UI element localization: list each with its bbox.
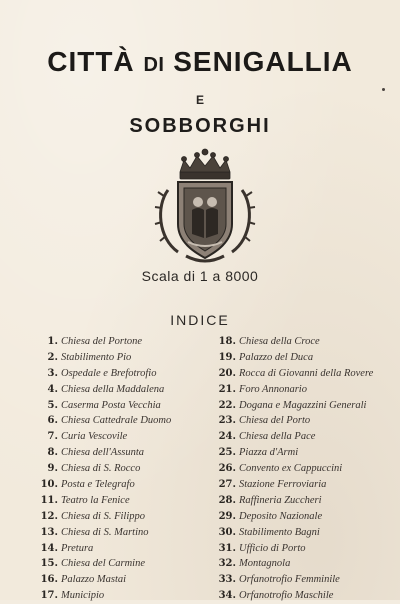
index-entry — [28, 493, 208, 509]
index-entry — [206, 445, 396, 461]
index-entry — [206, 588, 396, 604]
entry-name: Chiesa del Porto — [239, 415, 311, 427]
entry-number: 2. — [47, 351, 58, 363]
index-entry — [28, 366, 208, 382]
index-entry — [28, 398, 208, 414]
entry-name: Convento ex Cappuccini — [239, 463, 343, 475]
entry-number: 6. — [47, 415, 58, 427]
entry-number: 30. — [218, 526, 236, 538]
index-entry — [206, 572, 396, 588]
entry-name: Dogana e Magazzini Generali — [239, 399, 367, 411]
index-entry — [28, 334, 208, 350]
title-conjunction: E — [195, 93, 204, 107]
entry-number: 8. — [47, 447, 58, 459]
entry-number: 29. — [218, 510, 236, 522]
entry-name: Foro Annonario — [239, 383, 307, 395]
ink-spot — [382, 88, 385, 91]
entry-name: Deposito Nazionale — [239, 510, 323, 522]
entry-number: 27. — [218, 479, 236, 491]
entry-name: Stabilimento Pio — [61, 351, 132, 363]
title-di: DI — [143, 54, 165, 76]
entry-name: Montagnola — [239, 558, 291, 570]
entry-name: Chiesa di S. Filippo — [61, 510, 145, 522]
index-entry — [28, 541, 208, 557]
index-entry — [28, 477, 208, 493]
index-entry — [28, 429, 208, 445]
title-name: SENIGALLIA — [164, 46, 353, 77]
entry-name: Pretura — [61, 542, 94, 554]
entry-name: Palazzo Mastai — [61, 574, 127, 586]
entry-number: 25. — [218, 447, 236, 459]
index-entry — [206, 366, 396, 382]
entry-name: Chiesa del Carmine — [61, 558, 145, 570]
entry-name: Caserma Posta Vecchia — [61, 399, 161, 411]
entry-name: Chiesa della Pace — [239, 431, 316, 443]
entry-number: 33. — [218, 574, 236, 586]
entry-name: Stazione Ferroviaria — [239, 479, 327, 491]
entry-number: 1. — [47, 336, 58, 347]
index-entry — [206, 413, 396, 429]
coat-of-arms-icon — [150, 146, 260, 266]
index-entry — [206, 493, 396, 509]
entry-number: 24. — [218, 431, 236, 443]
index-entry — [206, 334, 396, 350]
entry-number: 22. — [218, 399, 236, 411]
entry-name: Piazza d'Armi — [239, 447, 299, 459]
index-entry — [28, 588, 208, 604]
entry-number: 3. — [47, 367, 58, 379]
entry-number: 10. — [40, 479, 58, 491]
index-entry — [206, 477, 396, 493]
index-entry — [28, 572, 208, 588]
entry-number: 26. — [218, 463, 236, 475]
index-entry — [206, 541, 396, 557]
document-title — [0, 46, 400, 78]
entry-name: Palazzo del Duca — [239, 351, 314, 363]
index-entry — [206, 398, 396, 414]
entry-name: Chiesa della Croce — [239, 336, 320, 347]
entry-name: Chiesa Cattedrale Duomo — [61, 415, 172, 427]
entry-number: 12. — [40, 510, 58, 522]
entry-number: 28. — [218, 494, 236, 506]
entry-name: Rocca di Giovanni della Rovere — [239, 367, 374, 379]
entry-name: Chiesa di S. Rocco — [61, 463, 141, 475]
entry-number: 17. — [40, 590, 58, 602]
entry-name: Chiesa della Maddalena — [61, 383, 165, 395]
entry-name: Orfanotrofio Femminile — [239, 574, 340, 586]
entry-name: Municipio — [61, 590, 105, 602]
entry-name: Chiesa del Portone — [61, 336, 143, 347]
entry-name: Raffineria Zuccheri — [239, 494, 322, 506]
index-entry — [28, 445, 208, 461]
index-entry — [28, 509, 208, 525]
entry-number: 14. — [40, 542, 58, 554]
entry-number: 21. — [218, 383, 236, 395]
index-entry — [28, 350, 208, 366]
index-entry — [28, 413, 208, 429]
index-entry — [28, 525, 208, 541]
entry-name: Stabilimento Bagni — [239, 526, 320, 538]
entry-name: Ufficio di Porto — [239, 542, 306, 554]
entry-name: Chiesa di S. Martino — [61, 526, 149, 538]
index-column-left — [28, 334, 208, 604]
index-entry — [206, 461, 396, 477]
index-entry — [206, 525, 396, 541]
index-entry — [206, 382, 396, 398]
index-heading: INDICE — [170, 312, 230, 328]
entry-number: 16. — [40, 574, 58, 586]
entry-name: Curia Vescovile — [61, 431, 128, 443]
entry-name: Ospedale e Brefotrofio — [61, 367, 157, 379]
index-entry — [206, 429, 396, 445]
entry-number: 7. — [47, 431, 58, 443]
entry-name: Posta e Telegrafo — [61, 479, 135, 491]
entry-number: 15. — [40, 558, 58, 570]
entry-number: 20. — [218, 367, 236, 379]
entry-number: 9. — [47, 463, 58, 475]
index-column-right — [206, 334, 396, 604]
entry-name: Chiesa dell'Assunta — [61, 447, 145, 459]
entry-name: Orfanotrofio Maschile — [239, 590, 334, 602]
entry-number: 19. — [218, 351, 236, 363]
document-subtitle: SOBBORGHI — [129, 115, 271, 137]
title-city: CITTÀ — [47, 46, 144, 77]
entry-number: 18. — [218, 336, 236, 347]
entry-number: 34. — [218, 590, 236, 602]
entry-number: 5. — [47, 399, 58, 411]
index-entry — [28, 461, 208, 477]
entry-name: Teatro la Fenice — [61, 494, 130, 506]
entry-number: 31. — [218, 542, 236, 554]
index-entry — [206, 556, 396, 572]
entry-number: 23. — [218, 415, 236, 427]
entry-number: 32. — [218, 558, 236, 570]
index-entry — [28, 382, 208, 398]
entry-number: 11. — [40, 494, 58, 506]
map-scale: Scala di 1 a 8000 — [141, 268, 259, 284]
entry-number: 4. — [47, 383, 58, 395]
index-entry — [206, 509, 396, 525]
index-entry — [28, 556, 208, 572]
entry-number: 13. — [40, 526, 58, 538]
index-entry — [206, 350, 396, 366]
